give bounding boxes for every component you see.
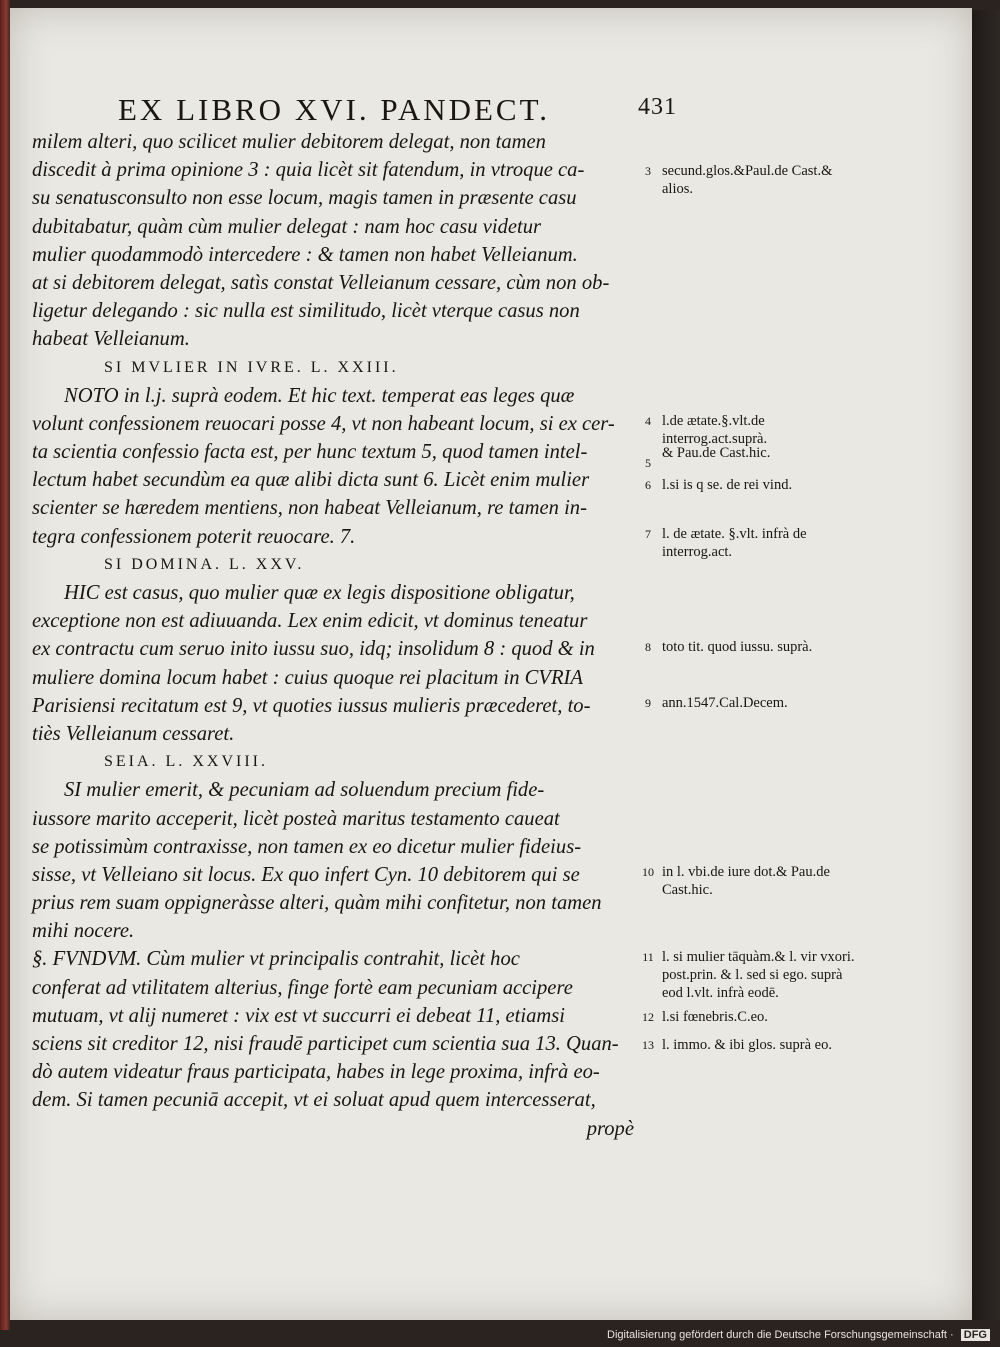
marginal-note: in l. vbi.de iure dot.& Pau.de Cast.hic. (662, 864, 830, 899)
text-line: NOTO in l.j. suprà eodem. Et hic text. temperat eas leges quæ (64, 384, 575, 407)
text-line: conferat ad vtilitatem alterius, finge fortè eam pecuniam accipere (32, 976, 573, 999)
text-line: su senatusconsulto non esse locum, magis tamen in præsente casu (32, 187, 577, 210)
footer-credit: Digitalisierung gefördert durch die Deutsche Forschungsgemeinschaft · (607, 1329, 954, 1341)
marginal-note: l.si is q se. de rei vind. (662, 477, 793, 494)
note-number: 12 (642, 1010, 654, 1025)
text-line: SI mulier emerit, & pecuniam ad soluendum precium fide- (64, 779, 545, 802)
marginal-note: l.de ætate.§.vlt.de interrog.act.suprà. (662, 413, 768, 447)
marginal-note: toto tit. quod iussu. suprà. (662, 638, 813, 655)
running-header (118, 92, 678, 128)
text-line: prius rem suam oppigneràsse alteri, quàm mihi confitetur, non tamen (32, 892, 602, 915)
text-line: mihi nocere. (32, 920, 135, 943)
marginal-note: secund.glos.&Paul.de Cast.& alios. (662, 163, 833, 198)
marginal-note: l. si mulier tāquàm.& l. vir vxori. post.prin. & l. sed si ego. suprà eod l.vlt. infrà eodē. (662, 948, 855, 1001)
marginal-note: l. de ætate. §.vlt. infrà de interrog.act. (662, 525, 807, 560)
text-line: discedit à prima opinione 3 : quia licèt sit fatendum, in vtroque ca- (32, 159, 585, 182)
text-line: ex contractu cum seruo inito iussu suo, idq; insolidum 8 : quod & in (32, 638, 595, 661)
note-number: 7 (645, 526, 651, 541)
text-line: se potissimùm contraxisse, non tamen ex eo dicetur mulier fideius- (32, 835, 582, 858)
page-edge (972, 10, 1000, 1320)
text-line: scienter se hæredem mentiens, non habeat Velleianum, re tamen in- (32, 497, 587, 520)
section-heading: SEIA. L. XXVIII. (104, 753, 268, 771)
text-line: dò autem videatur fraus participata, habes in lege proxima, infrà eo- (32, 1061, 600, 1084)
text-line: ligetur delegando : sic nulla est similitudo, licèt vterque casus non (32, 300, 580, 323)
text-line: exceptione non est adiuuanda. Lex enim edicit, vt dominus teneatur (32, 610, 588, 633)
main-text-block (32, 128, 642, 1143)
text-line: mutuam, vt alij numeret : vix est vt succurri ei debeat 11, etiamsi (32, 1004, 566, 1027)
text-line: sciens sit creditor 12, nisi fraudē participet cum scientia sua 13. Quan- (32, 1033, 619, 1055)
page-number: 431 (638, 94, 677, 120)
book-binding (0, 0, 10, 1330)
text-line: Parisiensi recitatum est 9, vt quoties iussus mulieris præcederet, to- (32, 694, 591, 717)
text-line: muliere domina locum habet : cuius quoque rei placitum in CVRIA (32, 666, 583, 689)
text-line: §. FVNDVM. Cùm mulier vt principalis contrahit, licèt hoc (32, 948, 520, 971)
marginal-note: & Pau.de Cast.hic. (662, 445, 771, 462)
note-number: 5 (645, 456, 651, 471)
note-number: 9 (645, 696, 651, 710)
note-number: 10 (642, 865, 654, 880)
text-line: ta scientia confessio facta est, per hunc textum 5, quod tamen intel- (32, 441, 588, 464)
section-heading: SI MVLIER IN IVRE. L. XXIII. (104, 358, 399, 376)
dfg-logo: DFG (961, 1329, 990, 1341)
text-line: dubitabatur, quàm cùm mulier delegat : nam hoc casu videtur (32, 215, 542, 238)
text-line: lectum habet secundùm ea quæ alibi dicta sunt 6. Licèt enim mulier (32, 469, 590, 492)
text-line: iussore marito acceperit, licèt posteà maritus testamento caueat (32, 807, 560, 830)
text-line: mulier quodammodò intercedere : & tamen non habet Velleianum. (32, 243, 578, 266)
text-line: at si debitorem delegat, satìs constat Velleianum cessare, cùm non ob- (32, 271, 610, 294)
text-line: milem alteri, quo scilicet mulier debitorem delegat, non tamen (32, 131, 546, 153)
text-line: HIC est casus, quo mulier quæ ex legis dispositione obligatur, (64, 582, 575, 604)
text-line: tegra confessionem poterit reuocare. 7. (32, 525, 356, 548)
text-line: tiès Velleianum cessaret. (32, 722, 235, 745)
note-number: 13 (642, 1038, 654, 1053)
marginal-note: l. immo. & ibi glos. suprà eo. (662, 1037, 832, 1054)
digitization-footer (607, 1329, 990, 1341)
note-number: 4 (645, 414, 651, 428)
text-line: sisse, vt Velleiano sit locus. Ex quo infert Cyn. 10 debitorem qui se (32, 863, 580, 886)
text-line: habeat Velleianum. (32, 328, 190, 351)
text-line: dem. Si tamen pecuniā accepit, vt ei soluat apud quem intercesserat, (32, 1089, 596, 1112)
marginal-note: l.si fœnebris.C.eo. (662, 1009, 768, 1026)
note-number: 8 (645, 639, 651, 654)
note-number: 3 (645, 164, 651, 179)
note-number: 11 (642, 949, 654, 964)
note-number: 6 (645, 478, 651, 493)
section-heading: SI DOMINA. L. XXV. (104, 555, 305, 573)
running-title: EX LIBRO XVI. PANDECT. (118, 92, 550, 127)
text-line: volunt confessionem reuocari posse 4, vt non habeant locum, si ex cer- (32, 412, 615, 435)
marginal-note: ann.1547.Cal.Decem. (662, 695, 788, 711)
text-line: propè (586, 1117, 634, 1140)
